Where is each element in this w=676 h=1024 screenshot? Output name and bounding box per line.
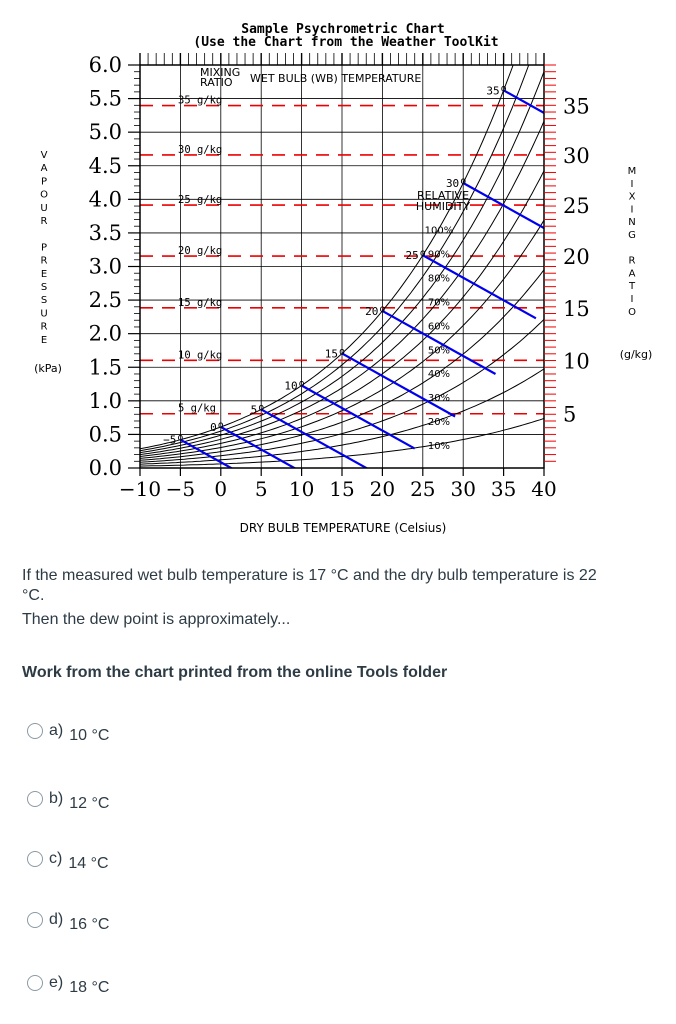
left-axis-unit: (kPa) [34,362,62,375]
option-value: 18 °C [69,979,110,996]
wet-bulb-label: 15 [324,347,338,361]
right-axis-letter: I [630,178,634,190]
dry-bulb-tick-label: −10 [118,477,162,501]
dry-bulb-tick-label: −5 [165,477,196,501]
degree-symbol: o [258,402,265,414]
vapour-pressure-tick-label: 4.0 [88,187,122,212]
mixing-ratio-line-label: 5 g/kg [178,402,216,415]
left-axis-letter: A [40,163,48,175]
mixing-ratio-line-label: 20 g/kg [178,245,223,258]
radio-button[interactable] [27,723,43,739]
x-axis-label: DRY BULB TEMPERATURE (Celsius) [239,521,447,535]
dry-bulb-tick-label: 5 [254,477,268,501]
wet-bulb-label: 10 [284,379,298,393]
left-axis-letter: U [40,308,48,320]
rh-label: 20% [427,417,451,429]
left-axis-letter: E [40,268,48,280]
left-axis-letter: R [40,321,48,333]
wet-bulb-line [342,353,455,416]
radio-button[interactable] [27,912,43,928]
radio-button[interactable] [27,851,43,867]
mixing-ratio-header: MIXING [200,66,241,79]
rh-label: 50% [427,345,451,357]
wet-bulb-label: 35 [486,84,500,98]
left-axis-letter: P [40,242,48,254]
rh-label: 70% [427,297,451,309]
option-letter: d) [49,911,64,928]
mixing-ratio-tick-label: 25 [563,194,590,219]
chart-subtitle: (Use the Chart from the Weather ToolKit [193,35,499,50]
degree-symbol: o [298,378,305,390]
rh-label: 80% [427,273,451,285]
option-letter: e) [49,974,64,991]
left-axis-letter: E [40,334,48,346]
degree-symbol: o [500,83,507,95]
option-value: 10 °C [69,727,110,744]
option-letter: b) [49,790,64,807]
right-axis-unit: (g/kg) [619,348,653,361]
relative-humidity-header: HUMIDITY [415,200,471,213]
mixing-ratio-line-label: 35 g/kg [178,94,223,107]
dry-bulb-tick-label: 20 [369,477,396,501]
vapour-pressure-tick-label: 1.5 [88,355,122,380]
right-axis-letter: M [627,166,637,177]
right-axis-letter: X [628,191,636,203]
right-axis-letter: N [628,217,636,229]
question-text [22,566,662,630]
wet-bulb-label: 0 [210,420,217,434]
wet-bulb-header: WET BULB (WB) TEMPERATURE [250,72,422,85]
right-axis-letter: I [630,294,634,305]
vapour-pressure-tick-label: 4.5 [88,153,122,178]
mixing-ratio-tick-label: 15 [563,296,590,321]
vapour-pressure-tick-label: 6.0 [88,53,122,77]
option-c[interactable] [27,850,109,872]
option-letter: c) [49,850,63,867]
right-axis-letter: G [628,230,636,241]
option-e[interactable] [27,974,110,996]
left-axis-letter: O [40,189,48,201]
rh-label: 40% [427,369,451,381]
radio-button[interactable] [27,975,43,991]
mixing-ratio-line-label: 25 g/kg [178,194,223,207]
right-axis-letter: I [630,204,634,216]
degree-symbol: o [419,248,426,260]
question-line-1: If the measured wet bulb temperature is 17 °C and the dry bulb temperature is 22 [22,567,597,584]
vapour-pressure-tick-label: 0.0 [88,456,122,480]
mixing-ratio-header: RATIO [200,76,233,89]
wet-bulb-label: 25 [405,249,419,263]
rh-label: 30% [427,393,451,405]
instruction-text: Work from the chart printed from the online Tools folder [22,664,448,681]
vapour-pressure-tick-label: 3.0 [88,254,122,279]
vapour-pressure-tick-label: 5.0 [88,120,122,145]
degree-symbol: o [379,303,386,315]
wet-bulb-label: 5 [250,403,258,417]
option-value: 14 °C [68,855,109,872]
dry-bulb-tick-label: 40 [531,477,557,501]
option-value: 12 °C [69,795,110,812]
mixing-ratio-line-label: 15 g/kg [178,296,223,309]
radio-button[interactable] [27,791,43,807]
left-axis-letter: R [40,216,48,227]
vapour-pressure-tick-label: 1.0 [88,388,122,413]
vapour-pressure-tick-label: 2.5 [88,288,122,313]
option-a[interactable] [27,722,110,744]
mixing-ratio-tick-label: 10 [563,349,590,374]
dry-bulb-tick-label: 0 [214,477,228,501]
mixing-ratio-line-label: 10 g/kg [178,349,223,362]
right-axis-letter: T [628,281,636,293]
left-axis-letter: V [40,150,48,161]
vapour-pressure-tick-label: 2.0 [88,321,122,346]
chart-title: Sample Psychrometric Chart [241,22,445,37]
vapour-pressure-tick-label: 0.5 [88,422,122,447]
option-value: 16 °C [69,916,110,933]
mixing-ratio-tick-label: 5 [563,402,577,427]
vapour-pressure-tick-label: 3.5 [88,220,122,245]
wet-bulb-label: 20 [365,304,379,318]
wet-bulb-line [504,90,544,113]
right-axis-letter: O [628,306,636,318]
dry-bulb-tick-label: 15 [329,477,355,501]
wet-bulb-label: −5 [163,433,177,447]
right-axis-letter: A [628,268,636,280]
left-axis-letter: U [40,202,48,214]
dry-bulb-tick-label: 25 [410,477,436,501]
rh-label: 90% [427,249,451,261]
degree-symbol: o [177,432,184,444]
relative-humidity-header: RELATIVE [416,189,470,202]
degree-symbol: o [460,176,467,188]
question-line-1-unit: °C. [22,587,45,604]
rh-label: 100% [424,225,454,237]
degree-symbol: o [339,346,346,358]
left-axis-letter: S [40,282,48,293]
dry-bulb-tick-label: 30 [450,477,476,501]
option-letter: a) [49,722,64,739]
mixing-ratio-line-label: 30 g/kg [178,143,223,156]
right-axis-letter: R [628,255,636,267]
rh-label: 60% [427,321,451,333]
wet-bulb-label: 30 [445,177,460,191]
mixing-ratio-tick-label: 30 [563,143,590,168]
option-d[interactable] [27,911,110,933]
option-b[interactable] [27,790,110,812]
dry-bulb-tick-label: 10 [288,477,315,501]
dry-bulb-tick-label: 35 [490,477,517,501]
vapour-pressure-tick-label: 5.5 [88,86,122,111]
question-line-2: Then the dew point is approximately... [22,611,291,628]
left-axis-letter: S [40,295,48,307]
mixing-ratio-tick-label: 20 [563,245,590,270]
left-axis-letter: R [40,255,48,267]
degree-symbol: o [217,419,224,431]
rh-label: 10% [427,441,451,453]
left-axis-letter: P [40,176,48,188]
mixing-ratio-tick-label: 35 [563,94,590,119]
